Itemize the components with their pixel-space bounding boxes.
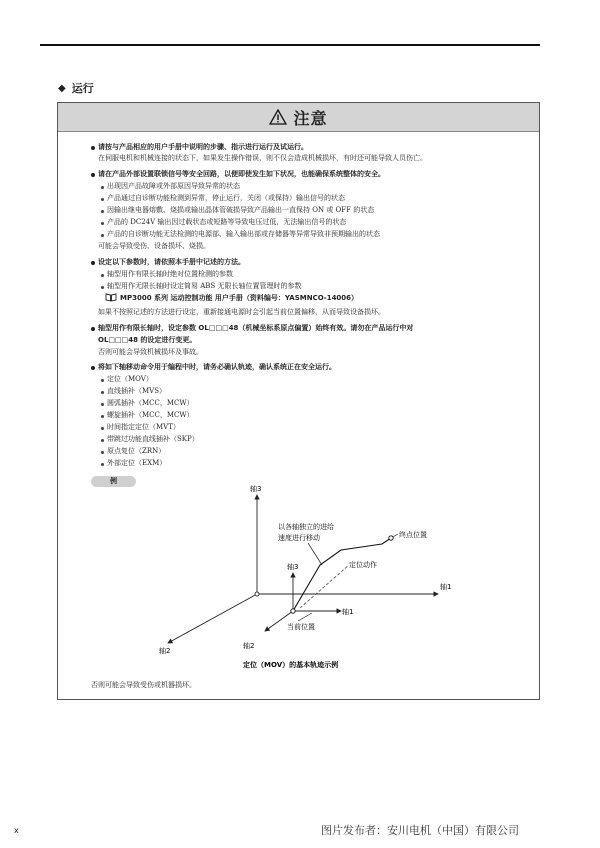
current-position-point bbox=[291, 609, 295, 613]
caution-box bbox=[57, 102, 540, 700]
item-2-bullet: 产品的自诊断功能无法检测的电源部、输入输出部或存储器等异常导致非预期输出的状态 bbox=[107, 230, 380, 238]
axis2-label: 轴2 bbox=[159, 647, 171, 655]
origin-point bbox=[255, 592, 259, 596]
item-2-bullet: 产品通过自诊断功能检测到异常，停止运行，关闭（或保持）输出信号的状态 bbox=[107, 194, 345, 202]
item-1-heading: 请按与产品相应的用户手册中说明的步骤、指示进行运行及试运行。 bbox=[98, 143, 308, 151]
leader-independent bbox=[308, 543, 322, 565]
leader-current bbox=[298, 613, 312, 621]
independent-label-1: 以各轴独立的进给 bbox=[278, 523, 334, 531]
item-3-heading: 设定以下参数时，请依照本手册中记述的方法。 bbox=[98, 258, 245, 266]
item-4-heading: 轴型用作有限长轴时，设定参数 OL□□□48（机械坐标系原点偏置）始终有效。请勿在产品运行中对 bbox=[98, 324, 414, 332]
local-axis2-label: 轴2 bbox=[243, 642, 255, 650]
item-5-bullet: 时间指定定位（MVT） bbox=[107, 423, 180, 431]
item-5-bullet: 圆弧插补（MCC，MCW） bbox=[107, 399, 194, 407]
current-label: 当前位置 bbox=[287, 623, 315, 631]
local-axis3-label: 轴3 bbox=[287, 563, 299, 571]
item-5-bullet: 外部定位（EXM） bbox=[107, 459, 167, 467]
trajectory-diagram bbox=[58, 103, 541, 701]
item-2-bullet: 因输出继电器熔敷、烧损或输出晶体管破损导致产品输出一直保持 ON 或 OFF 的状态 bbox=[107, 206, 375, 214]
item-3-bullet: 轴型用作有限长轴时绝对位置检测的参数 bbox=[107, 270, 233, 278]
page-mark: x bbox=[14, 826, 19, 835]
axis2-line bbox=[168, 594, 257, 643]
item-4-heading-2: OL□□□48 的设定进行变更。 bbox=[98, 336, 197, 344]
item-5-bullet: 带跳过功能直线插补（SKP） bbox=[107, 435, 199, 443]
diagram-caption: 定位（MOV）的基本轨迹示例 bbox=[243, 661, 339, 669]
item-3-bullet: 轴型用作无限长轴时设定简易 ABS 无限长轴位置管理时的参数 bbox=[107, 282, 302, 290]
caution-title: 注意 bbox=[293, 108, 328, 128]
section-heading bbox=[58, 80, 94, 96]
end-position-point bbox=[389, 536, 393, 540]
item-2-after: 可能会导致受伤、设备损坏、烧损。 bbox=[98, 242, 210, 250]
axis3-label: 轴3 bbox=[250, 485, 262, 493]
item-4-after: 否则可能会导致机械损坏及事故。 bbox=[98, 348, 203, 356]
section-title: 运行 bbox=[71, 82, 94, 95]
endpoint-label: 终点位置 bbox=[399, 531, 427, 539]
trajectory-path bbox=[293, 538, 391, 611]
item-3-reference: MP3000 系列 运动控制功能 用户手册（资料编号：YASMNCO-14006） bbox=[120, 294, 359, 302]
item-5-bullet: 定位（MOV） bbox=[107, 375, 153, 383]
item-1-line: 在伺服电机和机械连接的状态下，如果发生操作错误，则不仅会造成机械损坏，有时还可能导致人员伤亡。 bbox=[98, 154, 427, 162]
action-label: 定位动作 bbox=[349, 561, 377, 569]
axis1-label: 轴1 bbox=[440, 583, 452, 591]
item-5-heading: 将如下轴移动命令用于编程中时，请务必确认轨迹，确认系统正在安全运行。 bbox=[98, 363, 336, 371]
publisher-credit: 图片发布者：安川电机（中国）有限公司 bbox=[321, 824, 519, 837]
item-5-bullet: 螺旋插补（MCC，MCW） bbox=[107, 411, 194, 419]
item-5-bullet: 原点复位（ZRN） bbox=[107, 447, 166, 455]
local-axis1-label: 轴1 bbox=[342, 608, 354, 616]
item-2-heading: 请在产品外部设置联锁信号等安全回路，以便即使发生如下状况，也能确保系统整体的安全。 bbox=[98, 170, 385, 178]
item-5-bullet: 直线插补（MVS） bbox=[107, 387, 167, 395]
independent-label-2: 速度进行移动 bbox=[278, 534, 320, 542]
example-pill: 例 bbox=[91, 476, 136, 487]
item-2-bullet: 产品的 DC24V 输出因过载状态或短路等导致电压过低，无法输出信号的状态 bbox=[107, 218, 347, 226]
item-2-bullet: 出现因产品故障或外部原因导致异常的状态 bbox=[107, 182, 240, 190]
top-rule bbox=[40, 44, 540, 46]
item-3-after: 如果不按照记述的方法进行设定，重新接通电源时会引起当前位置偏移，从而导致设备损坏。 bbox=[98, 308, 385, 316]
diamond-icon: ◆ bbox=[58, 82, 66, 94]
example-after: 否则可能会导致受伤或机器损坏。 bbox=[91, 681, 196, 689]
